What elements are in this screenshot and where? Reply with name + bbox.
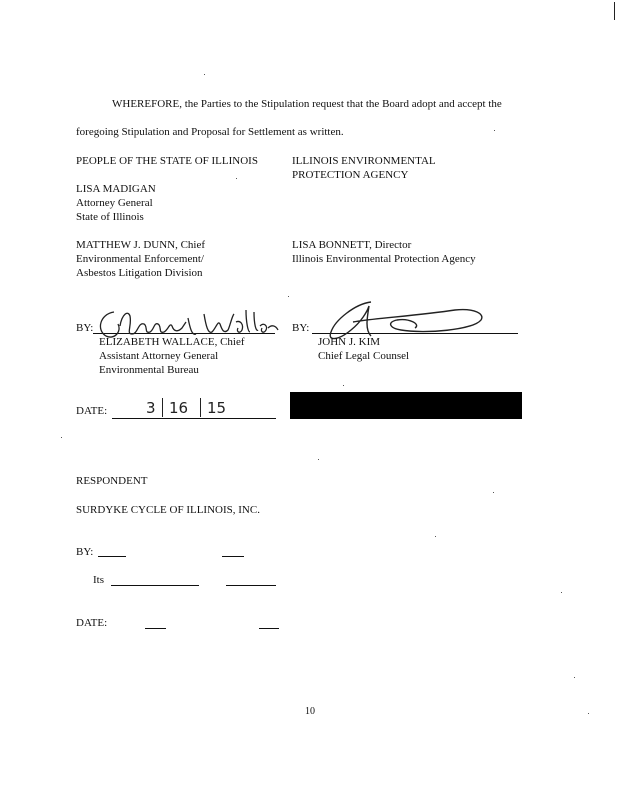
chief-division-line-1: Environmental Enforcement/ (76, 253, 204, 265)
scan-speck (435, 536, 436, 537)
left-party-name: PEOPLE OF THE STATE OF ILLINOIS (76, 155, 258, 167)
chief-division-line-2: Asbestos Litigation Division (76, 267, 203, 279)
left-by-label: BY: (76, 322, 94, 334)
respondent-heading: RESPONDENT (76, 475, 148, 487)
right-party-line-2: PROTECTION AGENCY (292, 169, 409, 181)
scan-speck (236, 178, 237, 179)
right-signer-name: JOHN J. KIM (318, 336, 381, 348)
respondent-its-label: Its (93, 574, 104, 586)
respondent-by-label: BY: (76, 546, 94, 558)
left-signer-name: ELIZABETH WALLACE, Chief (99, 336, 245, 348)
date-month: 3 (146, 399, 156, 417)
attorney-general-name: LISA MADIGAN (76, 183, 156, 195)
respondent-by-line-2 (222, 556, 244, 557)
scan-speck (493, 492, 494, 493)
scan-speck (561, 592, 562, 593)
director-name: LISA BONNETT, Director (292, 239, 412, 251)
scan-speck (343, 385, 344, 386)
respondent-date-line (145, 628, 166, 629)
respondent-its-line-2 (226, 585, 276, 586)
scan-speck (574, 677, 575, 678)
respondent-by-line (98, 556, 126, 557)
left-date-line (112, 418, 276, 419)
right-party-line-1: ILLINOIS ENVIRONMENTAL (292, 155, 436, 167)
left-signer-title-2: Environmental Bureau (99, 364, 199, 376)
intro-line-1: WHEREFORE, the Parties to the Stipulation request that the Board adopt and accept the (112, 98, 502, 110)
scan-speck (318, 459, 319, 460)
right-by-label: BY: (292, 322, 310, 334)
left-date-label: DATE: (76, 405, 108, 417)
scan-speck (204, 74, 205, 75)
attorney-general-state: State of Illinois (76, 211, 144, 223)
respondent-date-label: DATE: (76, 617, 108, 629)
scan-speck (494, 130, 495, 131)
date-separator-2 (200, 398, 201, 417)
director-organization: Illinois Environmental Protection Agency (292, 253, 476, 265)
scan-speck (61, 437, 62, 438)
date-day: 16 (169, 399, 189, 417)
respondent-its-line (111, 585, 199, 586)
scan-speck (288, 296, 289, 297)
right-signer-title: Chief Legal Counsel (318, 350, 410, 362)
respondent-company: SURDYKE CYCLE OF ILLINOIS, INC. (76, 504, 260, 516)
intro-line-2: foregoing Stipulation and Proposal for Settlement as written. (76, 126, 344, 138)
page-edge-mark (614, 2, 615, 20)
date-year: 15 (207, 399, 227, 417)
scan-speck (588, 713, 589, 714)
redaction-box (290, 392, 522, 419)
page-number: 10 (305, 706, 315, 717)
respondent-date-line-2 (259, 628, 279, 629)
date-separator-1 (162, 398, 163, 417)
left-signer-title-1: Assistant Attorney General (99, 350, 219, 362)
attorney-general-title: Attorney General (76, 197, 153, 209)
chief-name: MATTHEW J. DUNN, Chief (76, 239, 206, 251)
